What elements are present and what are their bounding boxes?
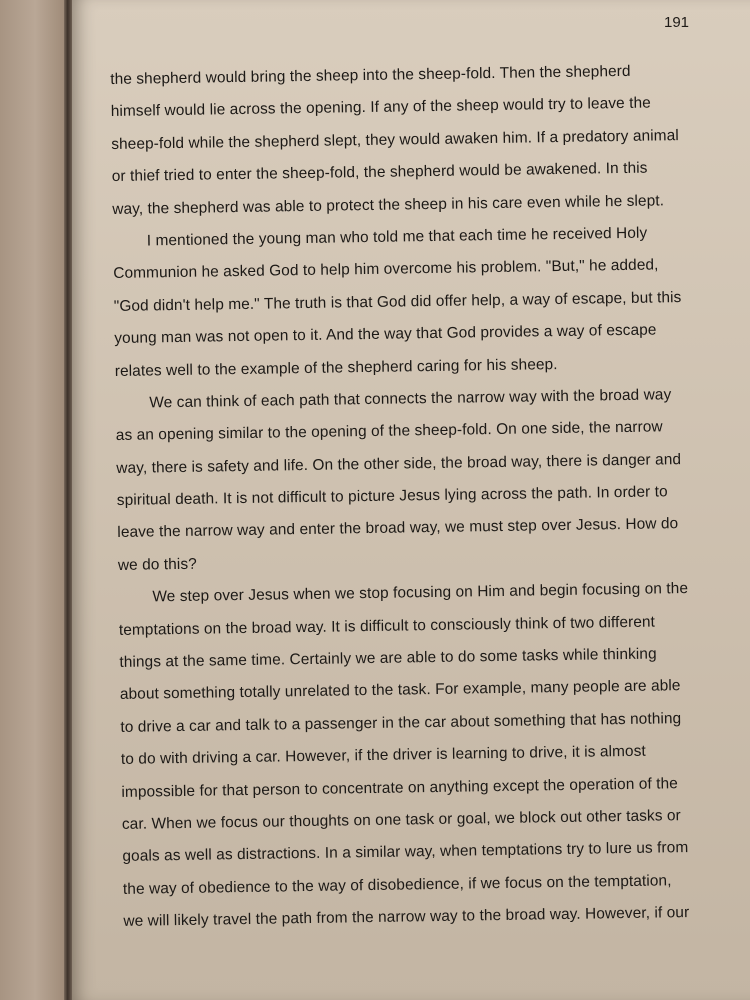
text-line: sheep-fold while the shepherd slept, they would awaken him. If a predatory animal	[111, 126, 679, 153]
text-line: to do with driving a car. However, if the driver is learning to drive, it is almost	[120, 742, 646, 769]
text-line: things at the same time. Certainly we are able to do some tasks while thinking	[119, 645, 657, 671]
text-line: leave the narrow way and enter the broad way, we must step over Jesus. How do	[117, 515, 679, 542]
page-number: 191	[664, 14, 690, 31]
text-line: spiritual death. It is not difficult to picture Jesus lying across the path. In order to	[116, 483, 668, 510]
text-line: young man was not open to it. And the way that God provides a way of escape	[114, 321, 657, 348]
book-page	[72, 0, 750, 1000]
book-spine	[64, 0, 72, 1000]
text-line: impossible for that person to concentrate on anything except the operation of the	[121, 774, 679, 801]
text-line: "God didn't help me." The truth is that God did offer help, a way of escape, but this	[113, 288, 682, 315]
text-line: car. When we focus our thoughts on one task or goal, we block out other tasks or	[121, 807, 681, 833]
text-line: the way of obedience to the way of disobedience, if we focus on the temptation,	[122, 872, 672, 898]
text-line: way, there is safety and life. On the other side, the broad way, there is danger and	[116, 450, 682, 477]
text-line: relates well to the example of the shepherd caring for his sheep.	[114, 355, 558, 380]
page-text	[110, 54, 736, 938]
text-line: to drive a car and talk to a passenger in the car about something that has nothing	[120, 709, 682, 736]
text-line: or thief tried to enter the sheep-fold, the shepherd would be awakened. In this	[111, 159, 648, 186]
text-line: temptations on the broad way. It is difficult to consciously think of two different	[118, 613, 656, 639]
text-line: we will likely travel the path from the narrow way to the broad way. However, if our	[123, 904, 690, 931]
text-line: We step over Jesus when we stop focusing on Him and begin focusing on the	[152, 580, 689, 606]
text-line: we do this?	[117, 555, 197, 574]
text-line: way, the shepherd was able to protect the sheep in his care even while he slept.	[112, 191, 665, 218]
text-line: Communion he asked God to help him overcome his problem. "But," he added,	[113, 256, 659, 283]
text-line: the shepherd would bring the sheep into the sheep-fold. Then the shepherd	[110, 62, 631, 88]
text-line: I mentioned the young man who told me that each time he received Holy	[146, 224, 648, 250]
text-line: goals as well as distractions. In a similar way, when temptations try to lure us from	[122, 839, 689, 866]
facing-page-edge	[0, 0, 64, 1000]
text-line: We can think of each path that connects the narrow way with the broad way	[149, 386, 672, 412]
text-line: himself would lie across the opening. If any of the sheep would try to leave the	[110, 94, 651, 121]
text-line: as an opening similar to the opening of the sheep-fold. On one side, the narrow	[115, 418, 663, 445]
text-line: about something totally unrelated to the task. For example, many people are able	[119, 677, 681, 704]
